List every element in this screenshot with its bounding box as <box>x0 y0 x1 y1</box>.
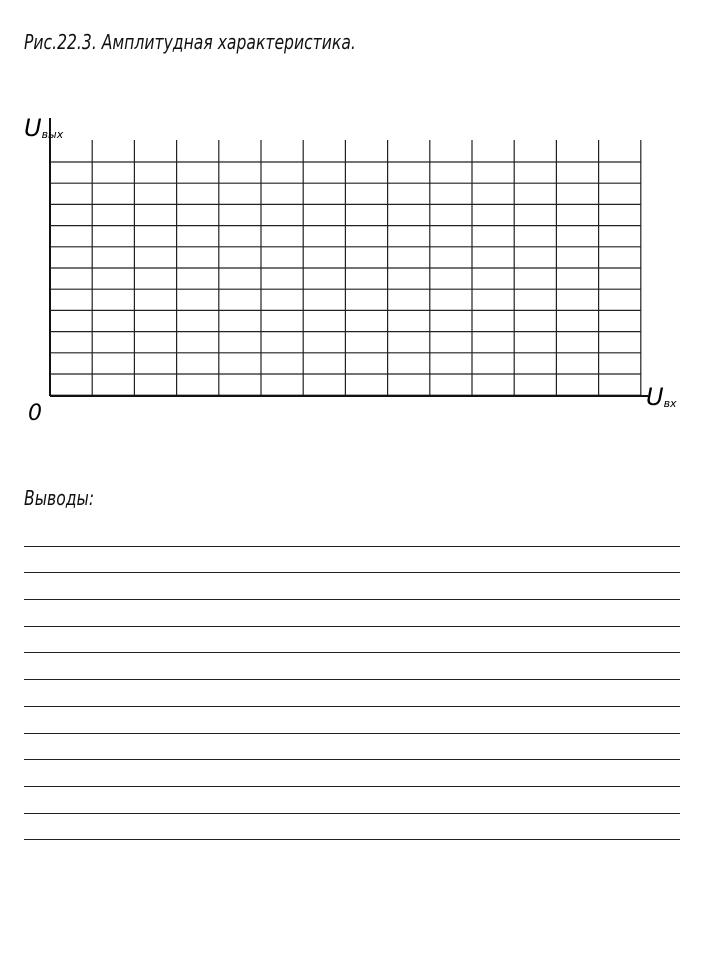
writing-line <box>24 627 680 654</box>
x-axis-label: Uвх <box>646 383 677 411</box>
writing-line <box>24 520 680 547</box>
conclusions-title: Выводы: <box>24 486 95 510</box>
writing-line <box>24 814 680 841</box>
writing-line <box>24 600 680 627</box>
writing-line <box>24 547 680 574</box>
writing-line <box>24 653 680 680</box>
writing-line <box>24 680 680 707</box>
writing-line <box>24 760 680 787</box>
grid-lines <box>50 140 641 396</box>
amplitude-graph-grid <box>0 0 704 460</box>
writing-line <box>24 787 680 814</box>
origin-label: 0 <box>28 401 42 426</box>
y-axis-label: Uвых <box>24 114 64 142</box>
figure-caption: Рис.22.3. Амплитудная характеристика. <box>24 30 356 54</box>
writing-line <box>24 734 680 761</box>
writing-line <box>24 573 680 600</box>
writing-line <box>24 707 680 734</box>
conclusions-writing-lines <box>24 520 680 840</box>
